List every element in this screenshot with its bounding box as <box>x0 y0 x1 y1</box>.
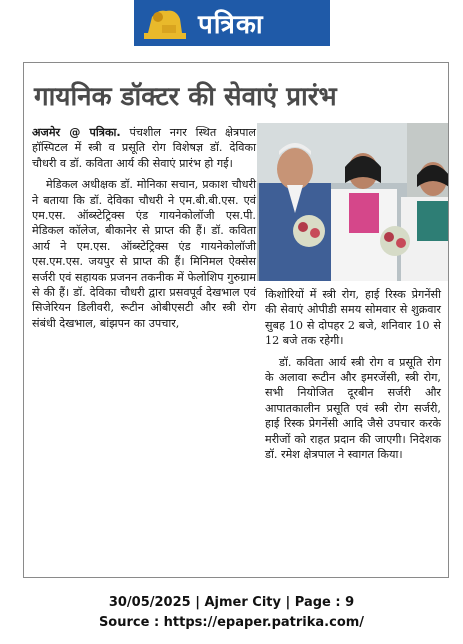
news-clipping <box>23 62 449 578</box>
masthead-title: पत्रिका <box>198 10 264 40</box>
article-paragraph <box>32 125 256 171</box>
article-paragraph: डॉ. कविता आर्य स्त्री रोग व प्रसूति रोग के अलावा रूटीन और इमरजेंसी, स्त्री रोग, सभी नियोजित दूरबीन सर्जरी और आपातकालीन प्रसूति एवं स्त्री रोग सर्जरी, हाई रिस्क प्रेगनेंसी आदि जैसे उपचार करके मरीजों को राहत प्रदान की जाएगी। निदेशक डॉ. रमेश क्षेत्रपाल ने स्वागत किया। <box>265 355 441 462</box>
source-url-line: Source : https://epaper.patrika.com/ <box>98 615 365 630</box>
article-headline: गायनिक डॉक्टर की सेवाएं प्रारंभ <box>34 82 337 112</box>
article-paragraph: किशोरियों में स्त्री रोग, हाई रिस्क प्रेगनेंसी की सेवाएं ओपीडी समय सोमवार से शुक्रवार सुबह 10 से दोपहर 2 बजे, शनिवार 10 से 12 बजे तक रहेगी। <box>265 288 441 348</box>
lion-logo-icon <box>142 3 188 43</box>
article-column-right <box>265 287 441 462</box>
doctors-photo <box>257 123 449 281</box>
article-column-left <box>32 125 256 331</box>
article-paragraph: मेडिकल अधीक्षक डॉ. मोनिका सचान, प्रकाश चौधरी ने बताया कि डॉ. देविका चौधरी ने एम.बी.बी.एस. एवं एम.एस. ऑब्स्टेट्रिक्स एंड गायनेकोलॉजी एस.पी. मेडिकल कॉलेज, बीकानेर से प्राप्त की हैं। डॉ. कविता आर्य ने एम.एस. ऑब्स्टेट्रिक्स एंड गायनेकोलॉजी एस.एम.एस. जयपुर से प्राप्त की हैं। मिनिमल ऐक्सेस सर्जरी एवं सहायक प्रजनन तकनीक में फेलोशिप गुरुग्राम से की हैं। डॉ. देविका चौधरी द्वारा प्रसवपूर्व देखभाल एवं सिजेरियन डिलीवरी, रूटीन ओबीएसटी और स्त्री रोग संबंधी देखभाल, बांझपन का उपचार, <box>32 178 256 330</box>
article-dateline: अजमेर @ पत्रिका. <box>32 126 121 139</box>
publication-date-line: 30/05/2025 | Ajmer City | Page : 9 <box>108 595 355 610</box>
paragraph-text: पंचशील नगर स्थित क्षेत्रपाल हॉस्पिटल में स्त्री व प्रसूति रोग विशेषज्ञ डॉ. देविका चौधरी व डॉ. कविता आर्य की सेवाएं प्रारंभ हो गई। <box>32 126 256 170</box>
patrika-masthead <box>134 0 330 46</box>
